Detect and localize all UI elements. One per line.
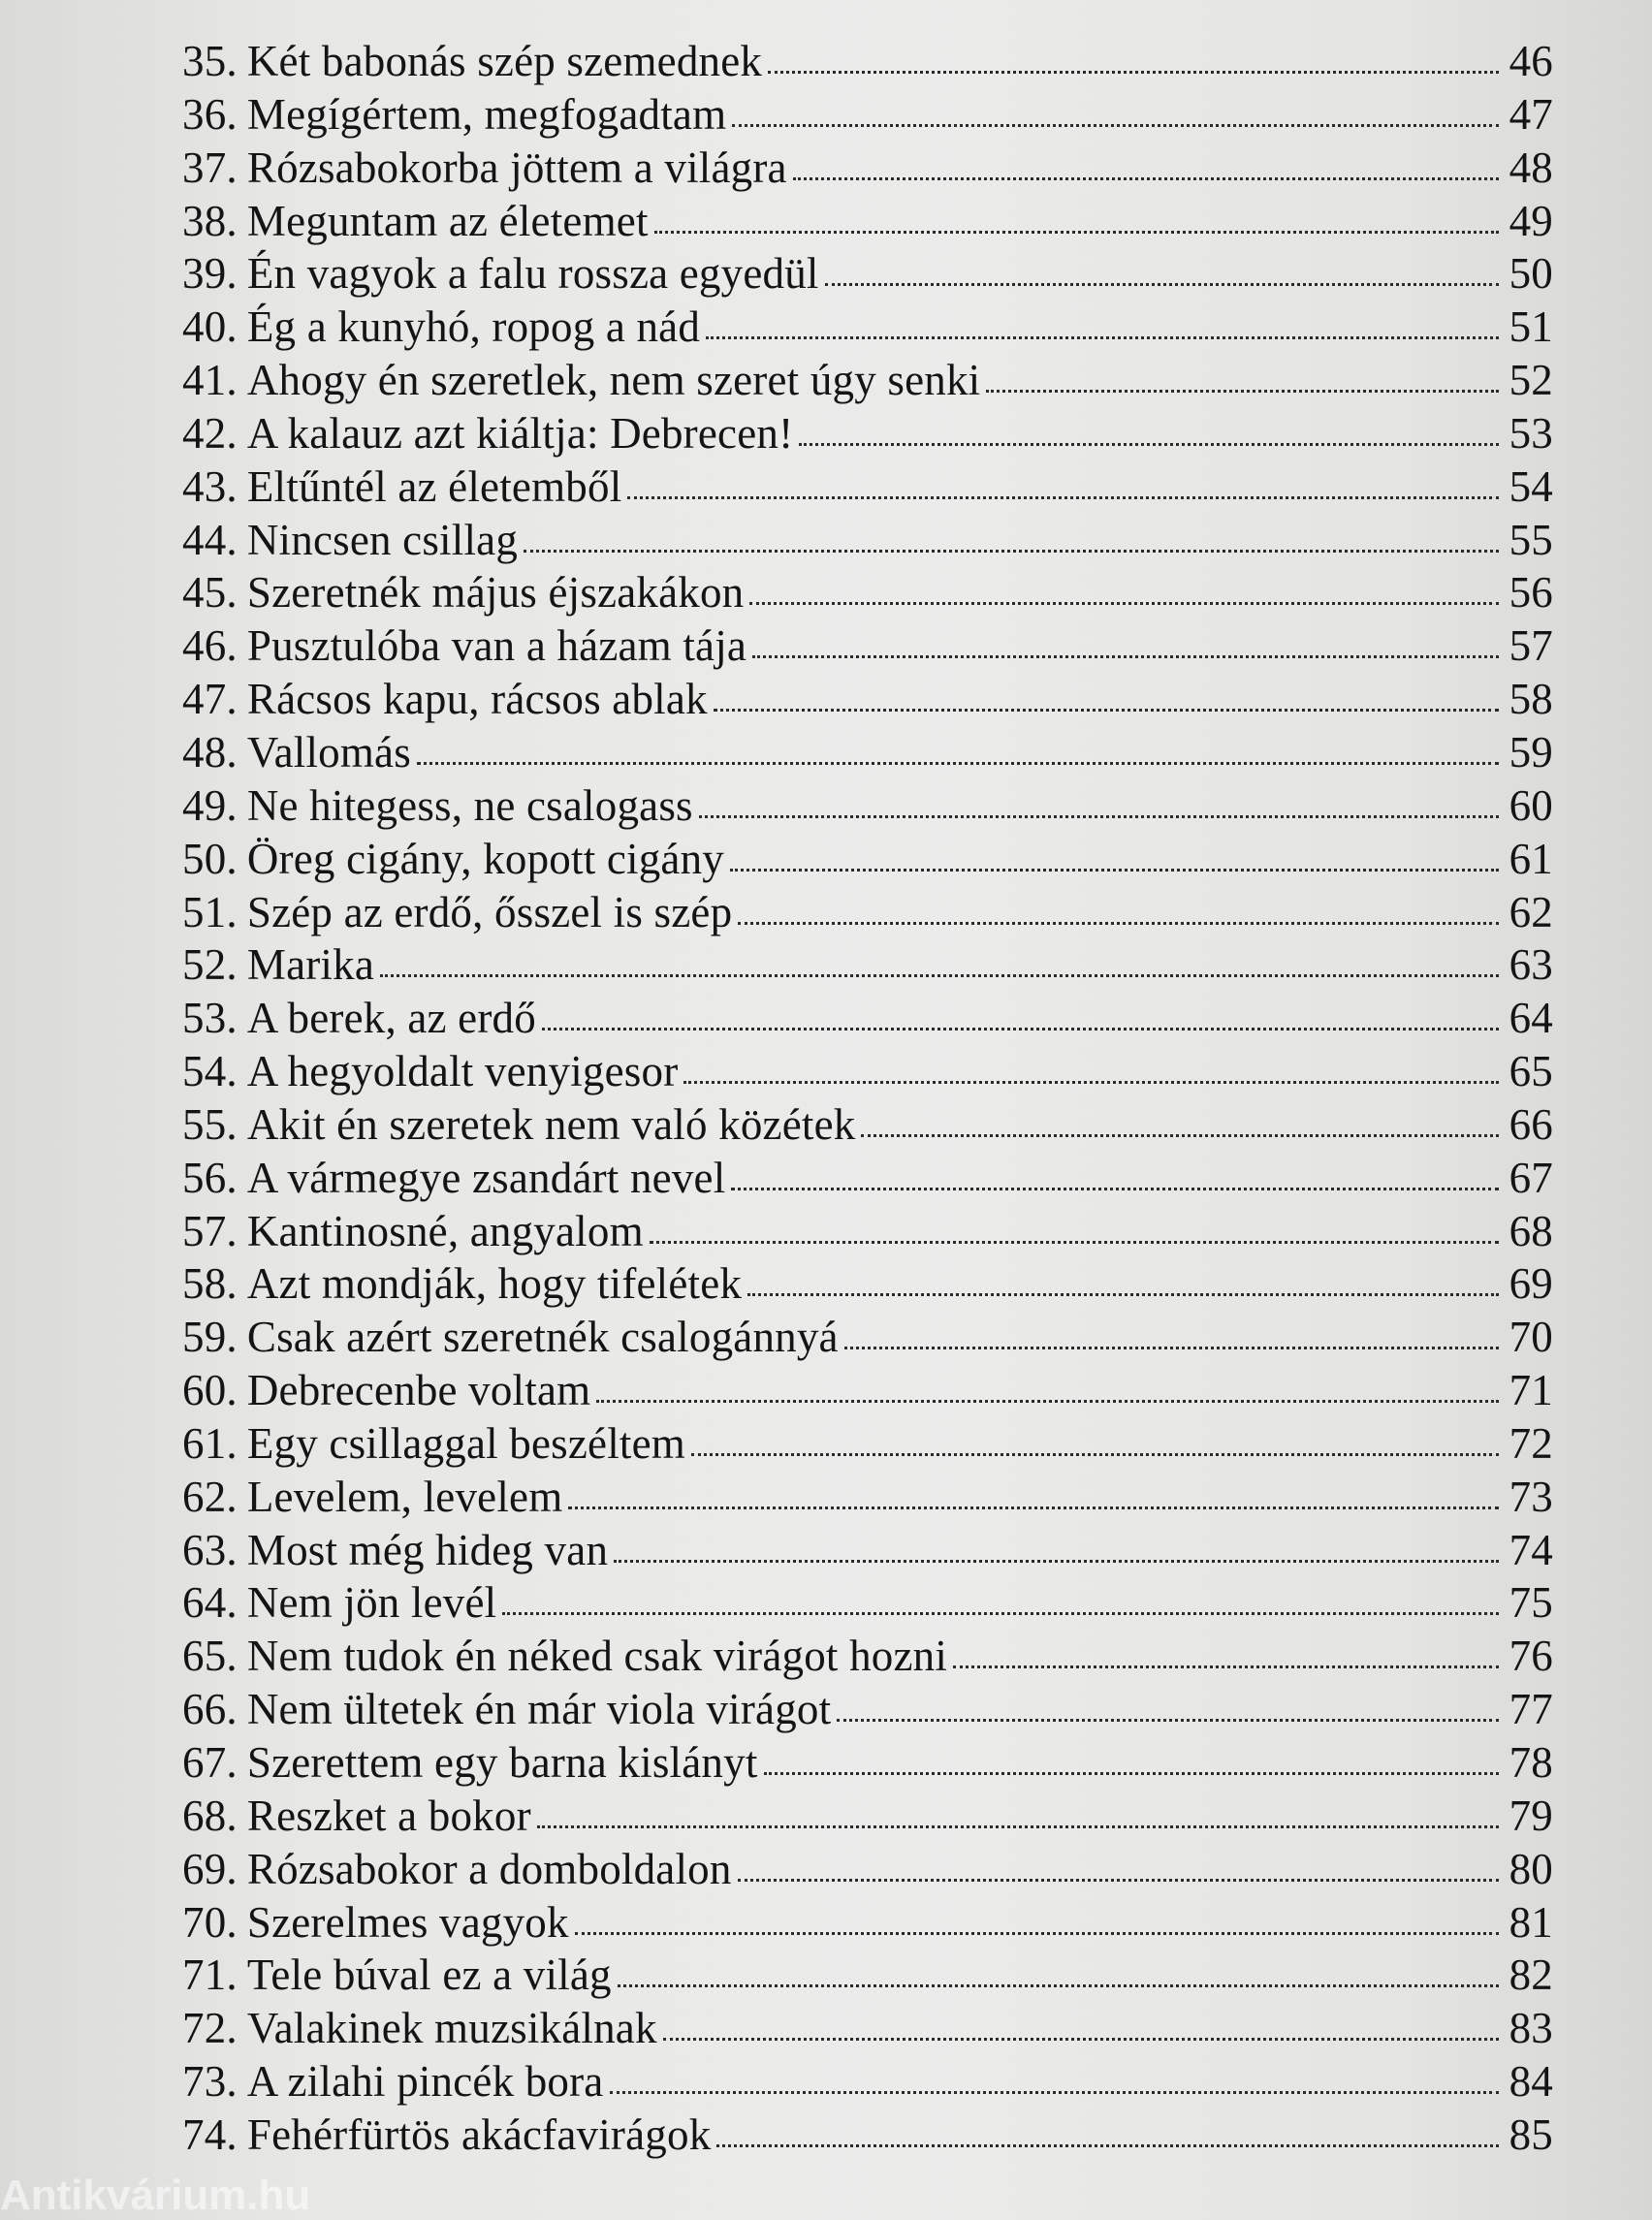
entry-number: 74.: [182, 2109, 238, 2159]
watermark: Antikvárium.hu: [0, 2172, 311, 2219]
toc-entry: [182, 1896, 1553, 1950]
entry-page-number: 67: [1509, 1153, 1553, 1202]
toc-entry: [182, 142, 1553, 195]
entry-page-number: 80: [1509, 1844, 1553, 1893]
entry-number: 56.: [182, 1153, 238, 1202]
entry-title: Nem jön levél: [246, 1578, 497, 1628]
entry-title: A kalauz azt kiáltja: Debrecen!: [246, 408, 794, 458]
dot-leader: [793, 177, 1499, 180]
entry-page-number: 53: [1509, 408, 1553, 458]
entry-title: Fehérfürtös akácfavirágok: [246, 2109, 712, 2159]
dot-leader: [953, 1665, 1499, 1668]
entry-title: Tele búval ez a világ: [246, 1950, 612, 2000]
dot-leader: [714, 709, 1499, 712]
entry-title: Vallomás: [246, 727, 411, 777]
dot-leader: [825, 283, 1499, 286]
entry-page-number: 50: [1509, 249, 1553, 299]
entry-number: 72.: [182, 2004, 238, 2053]
entry-title: Eltűntél az életemből: [246, 461, 622, 511]
toc-entry: [182, 1311, 1553, 1364]
entry-title: Rácsos kapu, rácsos ablak: [246, 675, 708, 724]
entry-title: Rózsabokor a domboldalon: [246, 1844, 732, 1893]
toc-entry: [182, 1949, 1553, 2002]
toc-entry: [182, 460, 1553, 514]
entry-title: Levelem, levelem: [246, 1472, 563, 1521]
dot-leader: [768, 71, 1499, 74]
toc-entry: [182, 1843, 1553, 1896]
dot-leader: [699, 815, 1499, 818]
entry-title: Szerelmes vagyok: [246, 1897, 569, 1947]
dot-leader: [732, 124, 1499, 127]
entry-page-number: 59: [1509, 727, 1553, 777]
entry-page-number: 79: [1509, 1791, 1553, 1840]
toc-entry: [182, 1471, 1553, 1524]
entry-title: Szép az erdő, ősszel is szép: [246, 887, 733, 936]
entry-page-number: 63: [1509, 940, 1553, 990]
entry-number: 44.: [182, 515, 238, 564]
entry-number: 40.: [182, 302, 238, 352]
dot-leader: [749, 602, 1499, 605]
entry-page-number: 77: [1509, 1685, 1553, 1734]
entry-number: 68.: [182, 1791, 238, 1840]
dot-leader: [731, 1188, 1499, 1190]
toc-entry: [182, 1152, 1553, 1205]
entry-number: 70.: [182, 1897, 238, 1947]
entry-number: 65.: [182, 1632, 238, 1681]
dot-leader: [716, 2144, 1499, 2147]
entry-page-number: 64: [1509, 994, 1553, 1043]
entry-page-number: 54: [1509, 461, 1553, 511]
entry-page-number: 60: [1509, 780, 1553, 830]
toc-entry: [182, 1098, 1553, 1152]
toc-entry: [182, 619, 1553, 673]
dot-leader: [747, 1293, 1499, 1296]
entry-number: 51.: [182, 887, 238, 936]
entry-title: Ahogy én szeretlek, nem szeret úgy senki: [246, 356, 981, 405]
dot-leader: [683, 1081, 1499, 1084]
dot-leader: [663, 2038, 1499, 2041]
entry-page-number: 52: [1509, 356, 1553, 405]
entry-number: 35.: [182, 37, 238, 85]
entry-title: Nem tudok én néked csak virágot hozni: [246, 1632, 948, 1681]
entry-number: 53.: [182, 994, 238, 1043]
dot-leader: [596, 1400, 1499, 1403]
dot-leader: [752, 655, 1499, 658]
dot-leader: [706, 336, 1499, 339]
toc-entry: [182, 1417, 1553, 1471]
entry-number: 49.: [182, 780, 238, 830]
entry-page-number: 57: [1509, 621, 1553, 671]
entry-number: 42.: [182, 408, 238, 458]
entry-page-number: 68: [1509, 1206, 1553, 1255]
entry-page-number: 55: [1509, 515, 1553, 564]
entry-number: 52.: [182, 940, 238, 990]
entry-page-number: 74: [1509, 1525, 1553, 1574]
entry-page-number: 65: [1509, 1047, 1553, 1096]
dot-leader: [799, 443, 1499, 446]
entry-page-number: 48: [1509, 143, 1553, 192]
entry-page-number: 84: [1509, 2057, 1553, 2107]
toc-entry: [182, 1045, 1553, 1098]
entry-title: Kantinosné, angyalom: [246, 1206, 644, 1255]
dot-leader: [575, 1932, 1499, 1935]
toc-entry: [182, 354, 1553, 407]
entry-page-number: 78: [1509, 1738, 1553, 1787]
dot-leader: [986, 390, 1499, 393]
toc-entry: [182, 726, 1553, 779]
toc-entry: [182, 2109, 1553, 2162]
toc-entry: [182, 195, 1553, 248]
toc-entry: [182, 1736, 1553, 1790]
entry-number: 69.: [182, 1844, 238, 1893]
entry-page-number: 81: [1509, 1897, 1553, 1947]
entry-page-number: 70: [1509, 1313, 1553, 1362]
entry-title: Szeretnék május éjszakákon: [246, 568, 745, 618]
entry-title: A berek, az erdő: [246, 994, 536, 1043]
entry-page-number: 83: [1509, 2004, 1553, 2053]
toc-entry: [182, 673, 1553, 726]
toc-entry: [182, 2002, 1553, 2055]
entry-title: A vármegye zsandárt nevel: [246, 1153, 726, 1202]
entry-title: Ég a kunyhó, ropog a nád: [246, 302, 701, 352]
toc-entry: [182, 566, 1553, 619]
toc-entry: [182, 833, 1553, 886]
entry-number: 37.: [182, 143, 238, 192]
entry-title: Megígértem, megfogadtam: [246, 89, 727, 139]
entry-number: 45.: [182, 568, 238, 618]
dot-leader: [650, 1241, 1499, 1244]
toc-entry: [182, 1790, 1553, 1843]
entry-title: Akit én szeretek nem való közétek: [246, 1099, 856, 1149]
entry-title: Nincsen csillag: [246, 515, 519, 564]
entry-page-number: 58: [1509, 675, 1553, 724]
dot-leader: [738, 922, 1499, 925]
entry-title: Marika: [246, 940, 375, 990]
entry-number: 48.: [182, 727, 238, 777]
toc-entry: [182, 779, 1553, 833]
dot-leader: [610, 2091, 1500, 2094]
entry-number: 39.: [182, 249, 238, 299]
entry-page-number: 82: [1509, 1950, 1553, 2000]
entry-number: 63.: [182, 1525, 238, 1574]
toc-entry: [182, 247, 1553, 301]
entry-title: Pusztulóba van a házam tája: [246, 621, 747, 671]
entry-number: 66.: [182, 1685, 238, 1734]
entry-page-number: 46: [1509, 37, 1553, 85]
toc-entry: [182, 886, 1553, 939]
dot-leader: [764, 1772, 1499, 1775]
toc-entry: [182, 1683, 1553, 1736]
entry-title: Debrecenbe voltam: [246, 1366, 591, 1415]
dot-leader: [837, 1719, 1499, 1722]
toc-entry: [182, 1576, 1553, 1630]
entry-title: Szerettem egy barna kislányt: [246, 1738, 758, 1787]
entry-number: 61.: [182, 1418, 238, 1468]
dot-leader: [502, 1612, 1499, 1615]
entry-number: 71.: [182, 1950, 238, 2000]
entry-number: 67.: [182, 1738, 238, 1787]
entry-page-number: 51: [1509, 302, 1553, 352]
entry-page-number: 62: [1509, 887, 1553, 936]
entry-number: 73.: [182, 2057, 238, 2107]
entry-title: A zilahi pincék bora: [246, 2057, 604, 2107]
dot-leader: [627, 496, 1499, 499]
toc-entry: [182, 1630, 1553, 1683]
dot-leader: [654, 231, 1499, 234]
entry-number: 47.: [182, 675, 238, 724]
entry-number: 60.: [182, 1366, 238, 1415]
toc-entry: [182, 88, 1553, 142]
toc-entry: [182, 992, 1553, 1045]
dot-leader: [417, 762, 1499, 765]
entry-title: Csak azért szeretnék csalogánnyá: [246, 1313, 839, 1362]
toc-entry: [182, 301, 1553, 354]
dot-leader: [380, 974, 1499, 977]
entry-number: 46.: [182, 621, 238, 671]
entry-number: 36.: [182, 89, 238, 139]
dot-leader: [542, 1028, 1499, 1031]
dot-leader: [861, 1134, 1499, 1137]
toc-entry: [182, 407, 1553, 460]
entry-title: Most még hideg van: [246, 1525, 609, 1574]
entry-title: Valakinek muzsikálnak: [246, 2004, 657, 2053]
entry-title: Egy csillaggal beszéltem: [246, 1418, 686, 1468]
entry-number: 64.: [182, 1578, 238, 1628]
dot-leader: [738, 1879, 1499, 1882]
toc-entry: [182, 2055, 1553, 2109]
toc-entry: [182, 1524, 1553, 1577]
entry-number: 38.: [182, 196, 238, 245]
entry-number: 55.: [182, 1099, 238, 1149]
entry-number: 43.: [182, 461, 238, 511]
entry-number: 50.: [182, 834, 238, 883]
toc-entry: [182, 1257, 1553, 1311]
table-of-contents: [182, 35, 1553, 2162]
entry-page-number: 69: [1509, 1259, 1553, 1309]
entry-page-number: 76: [1509, 1632, 1553, 1681]
entry-title: Öreg cigány, kopott cigány: [246, 834, 724, 883]
entry-page-number: 56: [1509, 568, 1553, 618]
toc-entry: [182, 938, 1553, 992]
entry-title: Én vagyok a falu rossza egyedül: [246, 249, 819, 299]
entry-page-number: 72: [1509, 1418, 1553, 1468]
entry-title: Azt mondják, hogy tifelétek: [246, 1259, 743, 1309]
entry-title: Rózsabokorba jöttem a világra: [246, 143, 787, 192]
entry-title: Két babonás szép szemednek: [246, 37, 763, 85]
entry-page-number: 85: [1509, 2109, 1553, 2159]
entry-page-number: 47: [1509, 89, 1553, 139]
entry-title: Meguntam az életemet: [246, 196, 649, 245]
entry-page-number: 61: [1509, 834, 1553, 883]
entry-title: A hegyoldalt venyigesor: [246, 1047, 679, 1096]
entry-number: 62.: [182, 1472, 238, 1521]
entry-title: Reszket a bokor: [246, 1791, 531, 1840]
dot-leader: [568, 1506, 1499, 1509]
dot-leader: [614, 1560, 1499, 1563]
entry-page-number: 66: [1509, 1099, 1553, 1149]
entry-title: Nem ültetek én már viola virágot: [246, 1685, 832, 1734]
dot-leader: [844, 1347, 1499, 1349]
entry-page-number: 71: [1509, 1366, 1553, 1415]
entry-number: 54.: [182, 1047, 238, 1096]
entry-page-number: 49: [1509, 196, 1553, 245]
entry-number: 41.: [182, 356, 238, 405]
dot-leader: [524, 550, 1499, 553]
entry-number: 58.: [182, 1259, 238, 1309]
dot-leader: [618, 1984, 1499, 1987]
entry-page-number: 75: [1509, 1578, 1553, 1628]
entry-number: 57.: [182, 1206, 238, 1255]
entry-number: 59.: [182, 1313, 238, 1362]
toc-entry: [182, 514, 1553, 567]
entry-page-number: 73: [1509, 1472, 1553, 1521]
toc-entry: [182, 1205, 1553, 1258]
dot-leader: [537, 1825, 1499, 1828]
entry-title: Ne hitegess, ne csalogass: [246, 780, 693, 830]
toc-entry: [182, 1364, 1553, 1417]
dot-leader: [691, 1453, 1499, 1456]
toc-entry: [182, 35, 1553, 88]
dot-leader: [730, 869, 1499, 872]
